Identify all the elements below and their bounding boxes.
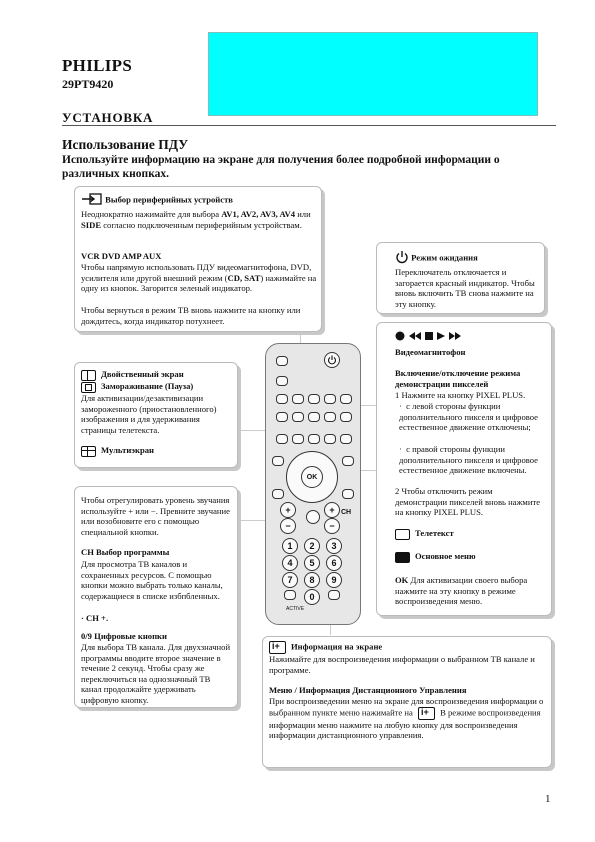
cyan-banner [208,32,538,116]
digit-0-button[interactable]: 0 [304,589,320,605]
vcr-title: Видеомагнитофон [395,347,466,357]
remote-button[interactable] [276,376,288,386]
vcr-cd-sat: CD, SAT [227,272,261,283]
channel-up-button[interactable]: + [324,502,340,518]
vcr-return-text: Чтобы вернуться в режим ТВ вновь нажмите на кнопку или дождитесь, когда индикатор потухнеет. [81,305,301,326]
remote-button[interactable] [308,412,320,422]
screen-box [74,362,238,468]
multiscreen-icon [81,446,96,457]
remote-power-button[interactable] [324,352,340,368]
standby-box [376,242,545,314]
remote-control [265,343,361,625]
devices-text: Неоднократно нажимайте для выбора [81,209,222,219]
remote-button[interactable] [276,356,288,366]
devices-av-list: AV1, AV2, AV3, AV4 [221,209,296,219]
menu-info-text: При воспроизведении меню на экране для воспроизведения информации о выбранном пункте меню нажимайте на [269,696,544,718]
freeze-title: Замораживание (Пауза) [101,381,194,391]
volume-box [74,486,238,708]
devices-text-end: согласно подключенным периферийным устройствам. [101,219,302,230]
page-number: 1 [545,793,551,805]
teletext-icon [395,529,410,540]
standby-title: Режим ожидания [411,252,478,263]
info-icon: i+ [418,707,435,720]
channel-label: CH [341,509,352,516]
remote-button[interactable] [276,412,288,422]
vcr-dvd-title: VCR DVD AMP AUX [81,251,162,261]
pixel-bullet1: с левой стороны функции дополнительного пикселя и цифровое естественное движение отключены; [399,401,538,433]
remote-button[interactable] [342,456,354,466]
remote-bottom-label: ACTIVE [286,606,305,612]
rewind-button[interactable] [292,434,304,444]
digit-9-button[interactable]: 9 [326,572,342,588]
vcr-text-end: ) нажимайте на одну из кнопок. Загорится зеленый индикатор. [81,272,317,294]
digits-title: 0/9 Цифровые кнопки [81,631,167,641]
menu-title: Основное меню [415,551,476,561]
input-select-icon [81,193,103,208]
menu-icon [395,552,410,563]
record-button[interactable] [276,434,288,444]
info-icon: i+ [269,641,286,654]
volume-up-button[interactable]: + [280,502,296,518]
play-button[interactable] [324,434,336,444]
devices-box [74,186,322,332]
ok-label: OK [395,575,409,585]
teletext-title: Телетекст [415,528,454,538]
digit-7-button[interactable]: 7 [282,572,298,588]
digit-2-button[interactable]: 2 [304,538,320,554]
remote-button[interactable] [340,412,352,422]
ok-text: Для активизации своего выбора нажмите на эту кнопку в режиме воспроизведения меню. [395,575,528,607]
info-text: Нажимайте для воспроизведения информации о выбранном ТВ канале и программе. [269,654,535,675]
dual-screen-icon [81,370,96,381]
devices-text-or: или [295,209,311,219]
section-title: УСТАНОВКА [62,110,154,125]
digits-text: Для выбора ТВ канала. Для двухзначной программы вводите второе значение в течение 2 секунд. Чтобы сразу же переключиться на однозначный ТВ канал продолжайте удерживать цифровую кнопку. [81,642,231,705]
digit-3-button[interactable]: 3 [326,538,342,554]
remote-button[interactable] [272,456,284,466]
remote-button[interactable] [292,394,304,404]
digit-1-button[interactable]: 1 [282,538,298,554]
digit-6-button[interactable]: 6 [326,555,342,571]
model-number: 29PT9420 [62,77,114,91]
remote-button[interactable] [342,489,354,499]
freeze-icon [81,382,96,393]
header-rule [62,125,556,126]
digit-5-button[interactable]: 5 [304,555,320,571]
channel-text: Для просмотра ТВ каналов и сохраненных ресурсов. С помощью кнопки можно выбрать только каналы, содержащиеся в списке избпбленных. [81,559,223,601]
devices-side: SIDE [81,219,102,230]
mute-button[interactable] [306,510,320,524]
digit-8-button[interactable]: 8 [304,572,320,588]
digit-4-button[interactable]: 4 [282,555,298,571]
menu-info-text-2: В режиме воспроизведения информации меню нажмите на любую кнопку для воспроизведения информации дистанционного управления. [269,707,541,741]
remote-button[interactable] [276,394,288,404]
menu-info-title: Меню / Информация Дистанционного Управления [269,685,467,695]
volume-down-button[interactable]: − [280,518,296,534]
pixel-bullet2: с правой стороны функции дополнительного пикселя и цифровое естественное движение включены. [399,444,538,476]
info-title: Информация на экране [291,641,383,652]
forward-button[interactable] [340,434,352,444]
info-box [262,636,552,768]
remote-button[interactable] [292,412,304,422]
pixel-step2: 2 Чтобы отключить режим демонстрации пикселей вновь нажмите на кнопку PIXEL PLUS. [395,486,541,518]
pixel-step1: 1 Нажмите на кнопку PIXEL PLUS. [395,390,526,400]
remote-button[interactable] [308,394,320,404]
remote-button[interactable] [272,489,284,499]
channel-down-button[interactable]: − [324,518,340,534]
stop-button[interactable] [308,434,320,444]
ok-button[interactable]: OK [301,466,323,488]
pixel-title: Включение/отключение режима демонстрации пикселей [395,368,521,389]
page-title: Использование ПДУ [62,137,189,152]
record-rewind-stop-play-forward-icons [395,329,467,347]
navigation-ring[interactable] [286,451,338,503]
vcr-text: Чтобы напрямую использовать ПДУ видеомагнитофона, DVD, усилителя или другой внешний режим ( [81,262,312,283]
page-subtitle: Используйте информацию на экране для получения более подробной информации о различных кнопках. [62,154,500,180]
remote-button[interactable] [324,394,336,404]
standby-text: Переключатель отключается и загорается красный индикатор. Чтобы вновь включить ТВ снова нажмите на эту кнопку. [395,267,535,309]
remote-button[interactable] [328,590,340,600]
channel-title: CH Выбор программы [81,547,170,557]
remote-button[interactable] [340,394,352,404]
channel-note: · CH +. [81,613,109,623]
info-button[interactable] [284,590,296,600]
power-icon [395,250,409,267]
volume-text: Чтобы отрегулировать уровень звучания используйте + или −. Превните звучание или возобновите его с помощью специальной кнопки. [81,495,230,537]
freeze-text: Для активизации/дезактивизации замороженного (приостановленного) изображения и для удерживания страницы телетекста. [81,393,217,435]
devices-title: Выбор периферийных устройств [105,194,233,205]
multiscreen-title: Мультиэкран [101,445,154,455]
vcr-box: Видеомагнитофон Включение/отключение режима демонстрации пикселей 1 Нажмите на кнопку PIXEL PLUS. · с левой стороны функции дополнительного пикселя и цифровое естественное движение отключены; · с правой стороны функции дополнительного пикселя и цифровое естественное движение включены. 2 Чтобы отключить режим демонстрации пикселей вновь нажмите на кнопку PIXEL PLUS. Телетекст Основное меню OK Для активизации своего выбора нажмите на эту кнопку в режиме воспроизведения меню. [376,322,552,616]
remote-button[interactable] [324,412,336,422]
dual-screen-title: Двойственный экран [101,369,184,379]
brand-name: PHILIPS [62,56,133,75]
